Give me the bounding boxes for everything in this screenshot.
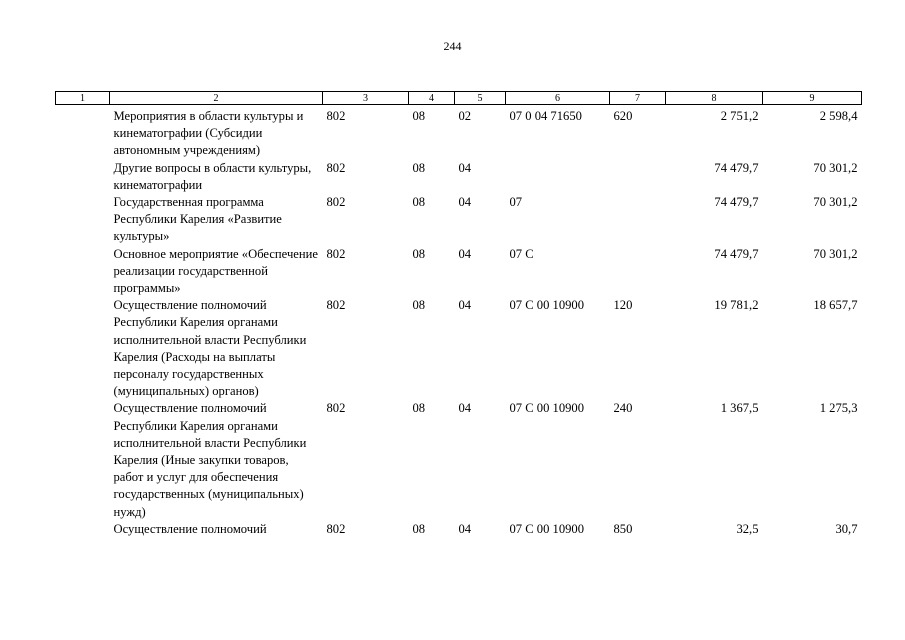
amount-2019-cell: 2 751,2 [720,109,759,123]
expense-type-cell [610,246,666,298]
code-cell: 802 [326,246,346,261]
name-cell: Основное мероприятие «Обеспечение реализации государственной программы» [113,246,318,296]
index-cell [56,105,110,160]
target-article-cell [506,160,610,194]
amount-2019-cell: 32,5 [736,521,759,536]
column-header-8: 8 [666,92,763,105]
amount-2019-cell: 19 781,2 [714,298,759,313]
amount-2019-cell: 74 479,7 [714,246,759,261]
amount-2020-cell: 70 301,2 [813,246,858,261]
subsection-cell: 02 [458,109,472,123]
expense-type-cell: 620 [613,109,633,123]
subsection-cell: 04 [458,246,472,261]
amount-2019-cell: 74 479,7 [714,195,759,210]
code-cell: 802 [326,160,346,175]
expense-type-cell [610,160,666,194]
target-article-cell: 07 С 00 10900 [509,521,585,536]
table-row [56,160,862,194]
table-row [56,246,862,298]
target-article-cell: 07 С 00 10900 [509,401,585,416]
table-row [56,105,862,160]
header-row [56,92,862,105]
column-header-6: 6 [506,92,610,105]
subsection-cell: 04 [458,521,472,536]
amount-2020-cell: 2 598,4 [819,109,858,123]
name-cell: Осуществление полномочий Республики Карелия органами исполнительной власти Республики Карелия (Иные закупки товаров, работ и услуг для обеспечения государственных (муниципальных) нужд) [113,401,307,519]
index-cell [56,194,110,246]
amount-2020-cell: 18 657,7 [813,298,858,313]
page-number: 244 [443,39,462,53]
column-header-7: 7 [610,92,666,105]
amount-2020-cell: 30,7 [835,521,858,536]
name-cell: Государственная программа Республики Карелия «Развитие культуры» [113,195,282,244]
section-cell: 08 [412,246,426,261]
table-body [56,105,862,539]
column-header-3: 3 [323,92,409,105]
code-cell: 802 [326,401,346,416]
amount-2020-cell: 70 301,2 [813,195,858,210]
subsection-cell: 04 [458,195,472,210]
code-cell: 802 [326,109,346,123]
target-article-cell: 07 С [509,246,534,261]
name-cell: Другие вопросы в области культуры, кинематографии [113,160,312,192]
code-cell: 802 [326,195,346,210]
code-cell: 802 [326,298,346,313]
target-article-cell: 07 С 00 10900 [509,298,585,313]
target-article-cell: 07 [509,195,523,210]
column-header-2: 2 [110,92,323,105]
expense-type-cell: 850 [613,521,633,536]
section-cell: 08 [412,401,426,416]
subsection-cell: 04 [458,160,472,175]
section-cell: 08 [412,160,426,175]
amount-2019-cell: 74 479,7 [714,160,759,175]
table-row [56,521,862,538]
table-row [56,400,862,520]
subsection-cell: 04 [458,401,472,416]
section-cell: 08 [412,195,426,210]
column-header-9: 9 [763,92,862,105]
section-cell: 08 [412,109,426,123]
subsection-cell: 04 [458,298,472,313]
column-header-1: 1 [56,92,110,105]
table-row [56,297,862,400]
target-article-cell: 07 0 04 71650 [509,109,582,123]
column-header-4: 4 [409,92,455,105]
name-cell: Осуществление полномочий [113,521,267,536]
index-cell [56,297,110,400]
amount-2020-cell: 1 275,3 [819,401,858,416]
table-row [56,194,862,246]
column-header-5: 5 [455,92,506,105]
index-cell [56,521,110,538]
index-cell [56,400,110,520]
budget-table [55,91,862,538]
expense-type-cell: 240 [613,401,633,416]
expense-type-cell [610,194,666,246]
section-cell: 08 [412,521,426,536]
section-cell: 08 [412,298,426,313]
amount-2020-cell: 70 301,2 [813,160,858,175]
amount-2019-cell: 1 367,5 [720,401,759,416]
index-cell [56,246,110,298]
expense-type-cell: 120 [613,298,633,313]
name-cell: Мероприятия в области культуры и кинематографии (Субсидии автономным учреждениям) [113,109,304,158]
index-cell [56,160,110,194]
name-cell: Осуществление полномочий Республики Карелия органами исполнительной власти Республики Карелия (Расходы на выплаты персоналу государственных (муниципальных) органов) [113,298,307,399]
code-cell: 802 [326,521,346,536]
